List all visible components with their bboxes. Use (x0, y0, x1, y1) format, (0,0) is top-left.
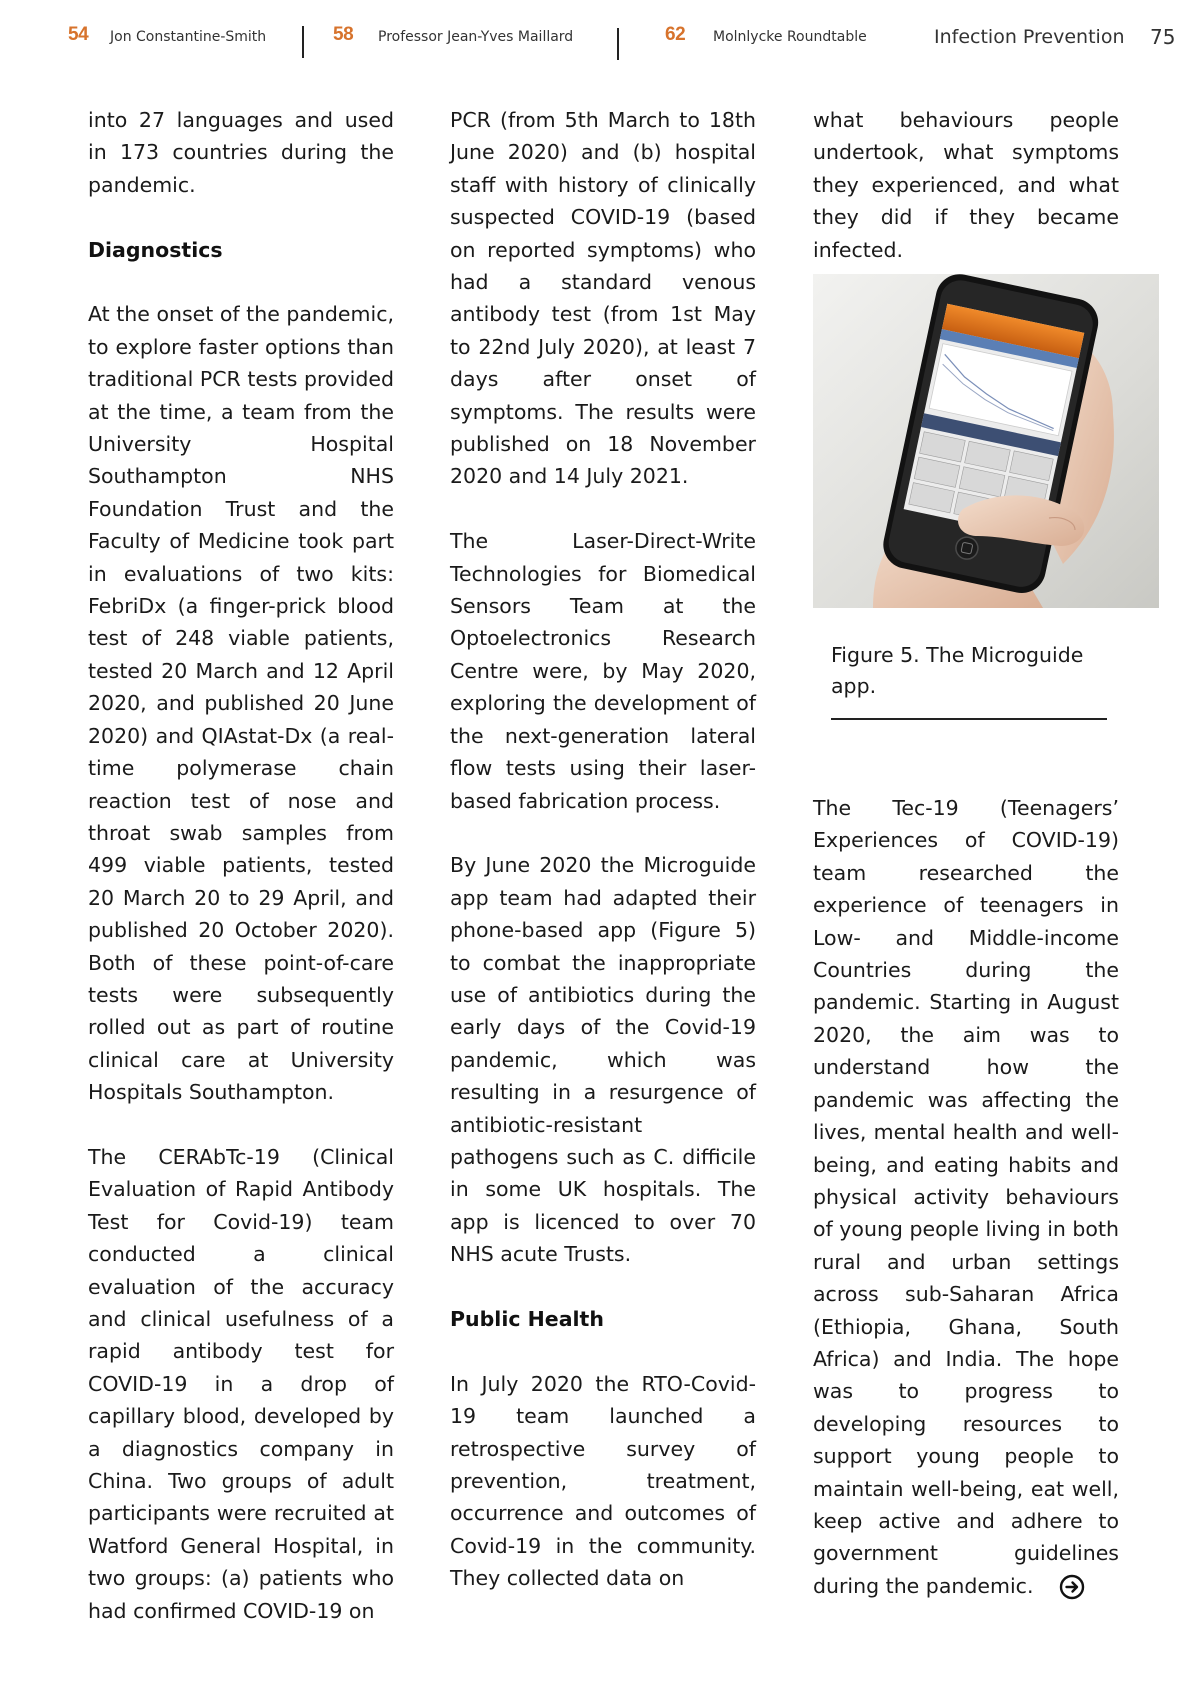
page-number: 75 (1150, 25, 1176, 49)
paragraph: At the onset of the pandemic, to explore faster options than traditional PCR tests provided at the time, a team from the University Hospital Southampton NHS Foundation Trust and the Faculty of Medicine took part in evaluations of two kits: FebriDx (a finger-prick blood test of 248 viable patients, tested 20 March and 12 April 2020, and published 20 June 2020) and QIAstat-Dx (a real-time polymerase chain reaction test of nose and throat swab samples from 499 viable patients, tested 20 March 20 to 29 April, and published 20 October 2020). Both of these point-of-care tests were subsequently rolled out as part of routine clinical care at University Hospitals Southampton. (88, 302, 394, 1105)
figure-microguide (813, 274, 1159, 720)
paragraph: By June 2020 the Microguide app team had adapted their phone-based app (Figure 5) to combat the inappropriate use of antibiotics during the early days of the Covid-19 pandemic, which was resulting in a resurgence of antibiotic-resistant pathogens such as C. difficile in some UK hospitals. The app is licenced to over 70 NHS acute Trusts. (450, 853, 756, 1267)
header-divider (617, 28, 619, 60)
header-divider (302, 26, 304, 58)
text-column-1 (88, 104, 394, 1627)
microguide-phone-photo (813, 274, 1159, 608)
paragraph: PCR (from 5th March to 18th June 2020) and (b) hospital staff with history of clinically suspected COVID-19 (based on reported symptoms) who had a standard venous antibody test (from 1st May to 22nd July 2020), at least 7 days after onset of symptoms. The results were published on 18 November 2020 and 14 July 2021. (450, 108, 756, 489)
text-column-2 (450, 104, 756, 1595)
nav-author-3[interactable]: Molnlycke Roundtable (713, 29, 867, 45)
paragraph: The Laser-Direct-Write Technologies for Biomedical Sensors Team at the Optoelectronics Research Centre were, by May 2020, exploring the development of the next-generation lateral flow tests using their laser-based fabrication process. (450, 529, 756, 813)
caption-divider (831, 718, 1107, 720)
heading-public-health: Public Health (450, 1306, 604, 1331)
paragraph: what behaviours people undertook, what symptoms they experienced, and what they did if they became infected. (813, 108, 1119, 262)
paragraph: The CERAbTc-19 (Clinical Evaluation of Rapid Antibody Test for Covid-19) team conducted a clinical evaluation of the accuracy and clinical usefulness of a rapid antibody test for COVID-19 in a drop of capillary blood, developed by a diagnostics company in China. Two groups of adult participants were recruited at Watford General Hospital, in two groups: (a) patients who had confirmed COVID-19 on (88, 1144, 394, 1623)
text-column-3 (813, 104, 1119, 1602)
heading-diagnostics: Diagnostics (88, 237, 223, 262)
nav-page-number-3[interactable]: 62 (665, 24, 686, 45)
paragraph-text: The Tec-19 (Teenagers’ Experiences of COVID-19) team researched the experience of teenagers in Low- and Middle-income Countries during the pandemic. Starting in August 2020, the aim was to understand how the pandemic was affecting the lives, mental health and well-being, and eating habits and physical activity behaviours of young people living in both rural and urban settings across sub-Saharan Africa (Ethiopia, Ghana, South Africa) and India. The hope was to progress to developing resources to support young people to maintain well-being, eat well, keep active and adhere to government guidelines during the pandemic. (813, 796, 1119, 1598)
paragraph: into 27 languages and used in 173 countries during the pandemic. (88, 108, 394, 197)
nav-author-2[interactable]: Professor Jean-Yves Maillard (378, 29, 574, 45)
page-header (0, 0, 1200, 72)
section-title: Infection Prevention (934, 26, 1125, 48)
paragraph (813, 792, 1119, 1602)
nav-author-1[interactable]: Jon Constantine-Smith (110, 29, 267, 45)
nav-page-number-2[interactable]: 58 (333, 24, 354, 45)
figure-caption: Figure 5. The Microguide app. (831, 643, 1084, 699)
arrow-right-circle-icon[interactable] (1059, 1574, 1085, 1600)
nav-page-number-1[interactable]: 54 (68, 24, 89, 45)
paragraph: In July 2020 the RTO-Covid-19 team launched a retrospective survey of prevention, treatment, occurrence and outcomes of Covid-19 in the community. They collected data on (450, 1371, 756, 1591)
